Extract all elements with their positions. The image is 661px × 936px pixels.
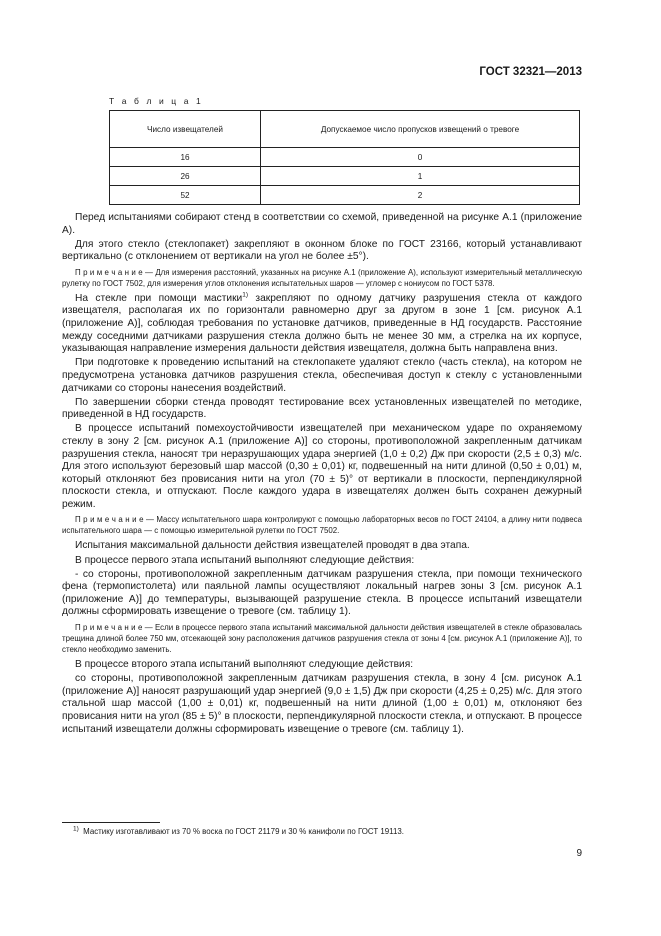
note-text: — Для измерения расстояний, указанных на рисунке А.1 (приложение А), используют измерительный металлическую рулетку по ГОСТ 7502, для измерения углов отклонения испытательных шаров — угломер с нониусом по ГОСТ 5378. <box>62 267 583 288</box>
paragraph: Испытания максимальной дальности действия извещателей проводят в два этапа. <box>75 540 470 552</box>
paragraph-part: На стекле при помощи мастики <box>75 292 243 304</box>
document-header: ГОСТ 32321—2013 <box>479 66 582 78</box>
page-number: 9 <box>576 848 582 859</box>
footnote-mark: 1) <box>73 825 79 833</box>
paragraph <box>62 293 582 356</box>
paragraph: Для этого стекло (стеклопакет) закрепляют в оконном блоке по ГОСТ 23166, который устанавливают вертикально (с отклонением от вертикали на угол не более ±5°). <box>62 238 582 263</box>
paragraph: В процессе второго этапа испытаний выполняют следующие действия: <box>75 659 414 671</box>
table-row <box>110 186 580 205</box>
note-label: П р и м е ч а н и е <box>75 623 143 633</box>
table-cell: 52 <box>110 186 261 205</box>
table-header-count: Число извещателей <box>110 111 261 148</box>
note <box>62 514 582 536</box>
note-text: — Массу испытательного шара контролируют с помощью лабораторных весов по ГОСТ 24104, а длину нити подвеса испытательного шара — с помощью измерительной рулетки по ГОСТ 7502. <box>62 515 582 536</box>
note-label: П р и м е ч а н и е <box>75 515 144 525</box>
table-row <box>110 148 580 167</box>
footnote-ref: 1) <box>242 291 249 299</box>
table-header-row <box>110 111 580 148</box>
table-header-misses: Допускаемое число пропусков извещений о тревоге <box>261 111 580 148</box>
note-label: П р и м е ч а н и е <box>75 267 143 277</box>
table-cell: 2 <box>261 186 580 205</box>
table-row <box>110 167 580 186</box>
paragraph: В процессе первого этапа испытаний выполняют следующие действия: <box>75 554 415 566</box>
paragraph-part: закрепляют по одному датчику разрушения стекла от каждого извещателя, располагая их по горизонтали равномерно друг за другом в зоне 1 [см. рисунок А.1 (приложение А)], соблюдая требования по установке датчиков, приведенные в НД государств. Расстояние между соседними датчиками разрушения стекла должно быть не менее 30 мм, а стрелка на их корпусе, указывающая направление измерения дальности действия извещателя, должна быть направлена вниз. <box>62 292 583 355</box>
table-cell: 16 <box>110 148 261 167</box>
table-cell: 1 <box>261 167 580 186</box>
footnote <box>73 826 583 837</box>
table-cell: 0 <box>261 148 580 167</box>
results-table <box>109 110 580 205</box>
note-text: — Если в процессе первого этапа испытаний максимальной дальности действия извещателей в стекле образовалась трещина длиной более 750 мм, отсекающей зону расположения датчиков разрушения стекла от зоны 4 [см. рисунок А.1 (приложение А)], то стекло необходимо заменить. <box>62 623 582 655</box>
paragraph: Перед испытаниями собирают стенд в соответствии со схемой, приведенной на рисунке А.1 (приложение А). <box>62 212 582 236</box>
table-cell: 26 <box>110 167 261 186</box>
footnote-divider <box>62 822 160 823</box>
note <box>62 267 582 289</box>
table-caption: Т а б л и ц а 1 <box>109 96 204 106</box>
paragraph: При подготовке к проведению испытаний на стеклопакете удаляют стекло (часть стекла), на котором не предусмотрена установка датчиков разрушения стекла, обеспечивая доступ к стеклу с установленными датчиками со стороны нанесения воздействий. <box>62 357 582 394</box>
paragraph: со стороны, противоположной закрепленным датчикам разрушения стекла, в зону 4 [см. рисунок А.1 (приложение А)] наносят разрушающий удар энергией (9,0 ± 1,5) Дж при скорости (4,25 ± 0,25) м/с. Для этого стальной шар массой (1,00 ± 0,01) кг, подвешенный на нити длиной (1,00 ± 0,01) м, отклоняют без провисания нити на угол (85 ± 5)° в плоскости, перпендикулярной плоскости стекла, и отпускают. В процессе испытаний извещатели должны сформировать извещение о тревоге (см. таблицу 1). <box>62 673 582 735</box>
paragraph: В процессе испытаний помехоустойчивости извещателей при механическом ударе по охраняемому стеклу в зону 2 [см. рисунок А.1 (приложение А)] со стороны, противоположной закрепленным датчикам разрушения стекла, наносят три неразрушающих удара энергией (1,0 ± 0,2) Дж при скорости (2,5 ± 0,3) м/с. Для этого используют березовый шар массой (0,30 ± 0,01) кг, подвешенный на нити длиной (0,50 ± 0,01) м, который отклоняют без провисания нити на угол (70 ± 5)° от вертикали в плоскости, перпендикулярной плоскости стекла, и отпускают. После каждого удара в извещателях должен быть сохранен дежурный режим. <box>62 423 582 510</box>
document-body <box>62 212 582 738</box>
paragraph: - со стороны, противоположной закрепленным датчикам разрушения стекла, при помощи технического фена (термопистолета) или паяльной лампы осуществляют локальный нагрев зоны 3 [см. рисунок А.1 (приложение А)] до температуры, вызывающей разрушение стекла. В процессе испытаний извещатели должны сформировать извещение о тревоге (см. таблицу 1). <box>62 568 582 618</box>
note <box>62 622 582 655</box>
footnote-text: Мастику изготавливают из 70 % воска по ГОСТ 21179 и 30 % канифоли по ГОСТ 19113. <box>83 827 404 836</box>
paragraph: По завершении сборки стенда проводят тестирование всех установленных извещателей по методике, приведенной в НД государств. <box>62 396 582 421</box>
